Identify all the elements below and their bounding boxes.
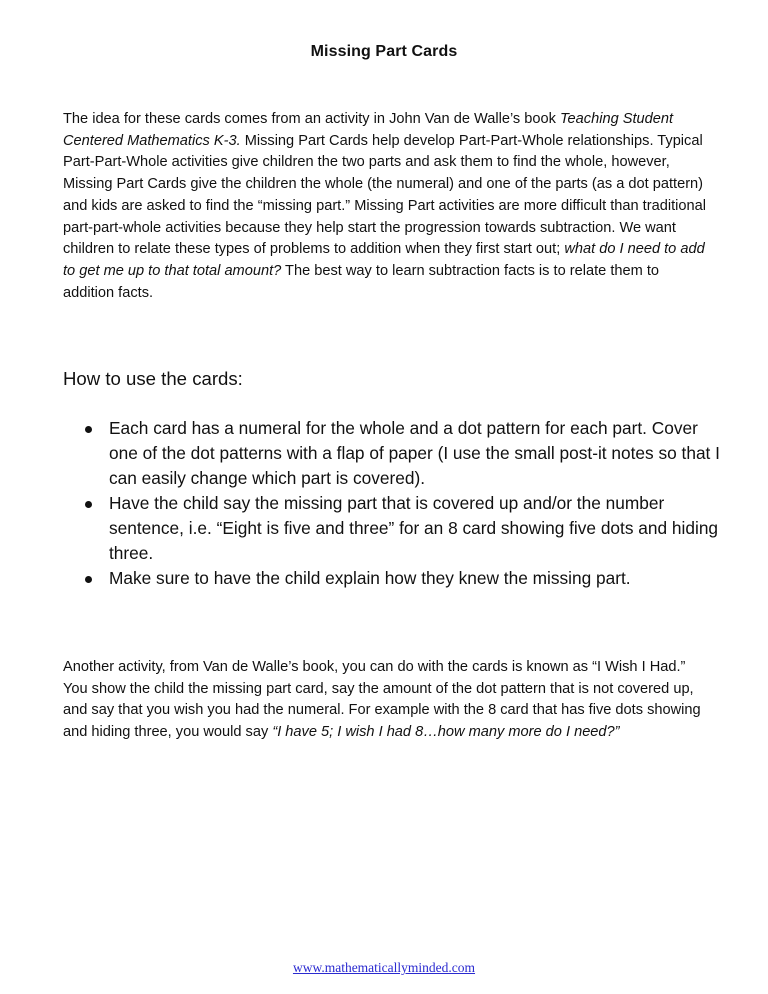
list-item <box>63 416 723 491</box>
list-item-text: Have the child say the missing part that is covered up and/or the number sentence, i.e. “Eight is five and three” for an 8 card showing five dots and hiding three. <box>109 493 719 563</box>
section-heading-how-to: How to use the cards: <box>63 368 243 389</box>
intro-text-1: The idea for these cards comes from an activity in John Van de Walle’s book <box>63 111 560 127</box>
intro-text-2: Missing Part Cards help develop Part-Part-Whole relationships. Typical Part-Part-Whole activities give children the two parts and ask them to find the whole, however, Missing Part Cards give the children the whole (the numeral) and one of the parts (as a dot pattern) and kids are asked to find the “missing part.” Missing Part activities are more difficult than traditional part-part-whole activities because they help start the progression towards subtraction. We want children to relate these types of problems to addition when they first start out; <box>63 132 706 258</box>
list-item <box>63 566 723 591</box>
bullet-icon <box>85 576 92 583</box>
website-link[interactable]: www.mathematicallyminded.com <box>292 960 476 975</box>
intro-question: what do I need to add to get me up to that total amount? <box>63 241 705 279</box>
how-to-list <box>63 416 723 591</box>
page-title: Missing Part Cards <box>310 43 458 60</box>
list-item-text: Make sure to have the child explain how they knew the missing part. <box>109 568 631 588</box>
activity-quote: “I have 5; I wish I had 8…how many more do I need?” <box>272 724 620 741</box>
list-item-text: Each card has a numeral for the whole and a dot pattern for each part. Cover one of the dot patterns with a flap of paper (I use the small post-it notes so that I can easily change which part is covered). <box>109 418 720 488</box>
intro-paragraph <box>63 109 713 304</box>
bullet-icon <box>85 501 92 508</box>
footer <box>0 960 768 976</box>
activity-text: Another activity, from Van de Walle’s book, you can do with the cards is known as “I Wish I Had.” You show the child the missing part card, say the amount of the dot pattern that is not covered up, and say that you wish you had the numeral. For example with the 8 card that has five dots showing and hiding three, you would say <box>63 659 701 741</box>
activity-paragraph <box>63 657 713 744</box>
intro-text-3: The best way to learn subtraction facts is to relate them to addition facts. <box>63 262 659 301</box>
bullet-icon <box>85 426 92 433</box>
book-title: Teaching Student Centered Mathematics K-3. <box>63 111 674 149</box>
list-item <box>63 491 723 566</box>
